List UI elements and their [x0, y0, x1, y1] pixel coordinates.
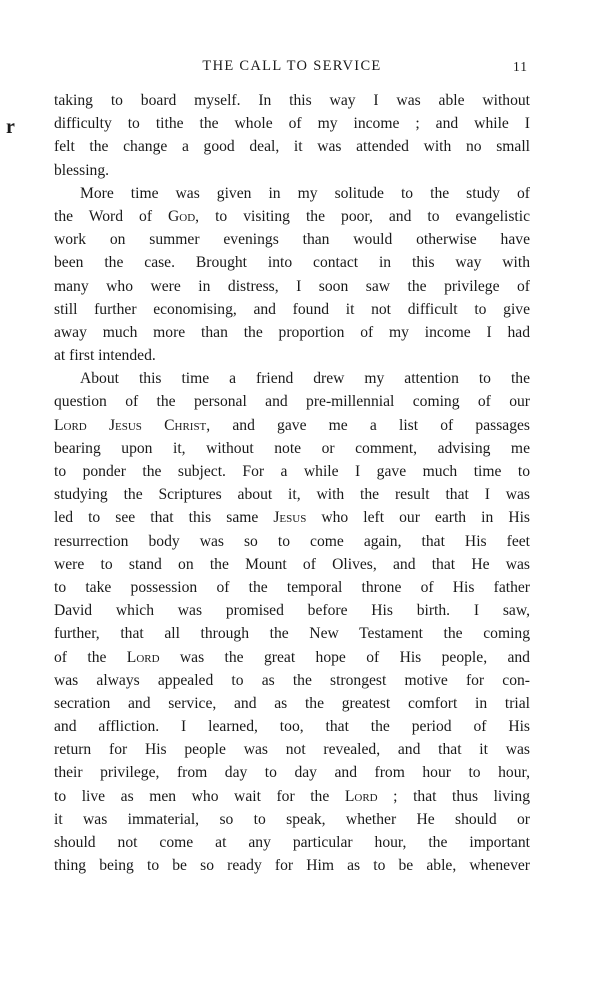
- text-line: further, that all through the New Testament the coming: [54, 625, 530, 643]
- text-line: return for His people was not revealed, and that it was: [54, 741, 530, 759]
- text-line: and affliction. I learned, too, that the period of His: [54, 718, 530, 736]
- text-line: it was immaterial, so to speak, whether He should or: [54, 810, 530, 828]
- text-line: the Word of God, to visiting the poor, and to evangelistic: [54, 207, 530, 225]
- text-line: secration and service, and as the greatest comfort in trial: [54, 694, 530, 712]
- text-line: Lord Jesus Christ, and gave me a list of passages: [54, 416, 530, 434]
- small-caps-word: Lord: [344, 787, 378, 805]
- body-text: [54, 89, 530, 877]
- small-caps-word: God: [168, 207, 196, 225]
- text-line: their privilege, from day to day and from hour to hour,: [54, 764, 530, 782]
- text-line: blessing.: [54, 161, 110, 179]
- small-caps-word: Jesus: [273, 509, 307, 527]
- text-line: led to see that this same Jesus who left our earth in His: [54, 509, 530, 527]
- text-line: taking to board myself. In this way I was able without: [54, 92, 530, 109]
- text-line: About this time a friend drew my attention to the: [80, 370, 530, 388]
- margin-mark: r: [6, 116, 15, 138]
- text-line: were to stand on the Mount of Olives, and that He was: [54, 555, 530, 573]
- text-line: David which was promised before His birth. I saw,: [54, 602, 530, 620]
- text-line: at first intended.: [54, 347, 156, 365]
- text-line: was always appealed to as the strongest motive for con-: [54, 671, 530, 689]
- running-title: THE CALL TO SERVICE: [202, 58, 382, 74]
- text-line: question of the personal and pre-millennial coming of our: [54, 393, 530, 411]
- small-caps-word: Christ: [164, 416, 207, 434]
- text-line: to ponder the subject. For a while I gave much time to: [54, 463, 530, 480]
- text-line: resurrection body was so to come again, that His feet: [54, 532, 530, 550]
- text-line: of the Lord was the great hope of His people, and: [54, 648, 530, 666]
- text-line: to take possession of the temporal throne of His father: [54, 578, 530, 596]
- text-line: difficulty to tithe the whole of my income ; and while I: [54, 115, 530, 133]
- small-caps-word: Lord: [126, 648, 160, 666]
- running-head: [54, 58, 530, 78]
- text-line: should not come at any particular hour, the important: [54, 834, 530, 851]
- text-line: to live as men who wait for the Lord ; that thus living: [54, 787, 530, 805]
- text-line: felt the change a good deal, it was attended with no small: [54, 138, 530, 156]
- text-line: thing being to be so ready for Him as to be able, whenever: [54, 857, 530, 875]
- text-line: been the case. Brought into contact in this way with: [54, 254, 530, 272]
- page-number: 11: [513, 59, 528, 74]
- text-line: More time was given in my solitude to the study of: [80, 184, 530, 202]
- small-caps-word: Jesus: [108, 416, 142, 434]
- text-line: still further economising, and found it not difficult to give: [54, 300, 530, 318]
- text-line: work on summer evenings than would otherwise have: [54, 231, 530, 249]
- text-line: away much more than the proportion of my income I had: [54, 323, 530, 341]
- text-line: bearing upon it, without note or comment, advising me: [54, 439, 530, 457]
- text-line: many who were in distress, I soon saw the privilege of: [54, 277, 530, 295]
- text-line: studying the Scriptures about it, with the result that I was: [54, 486, 530, 504]
- small-caps-word: Lord: [54, 416, 87, 434]
